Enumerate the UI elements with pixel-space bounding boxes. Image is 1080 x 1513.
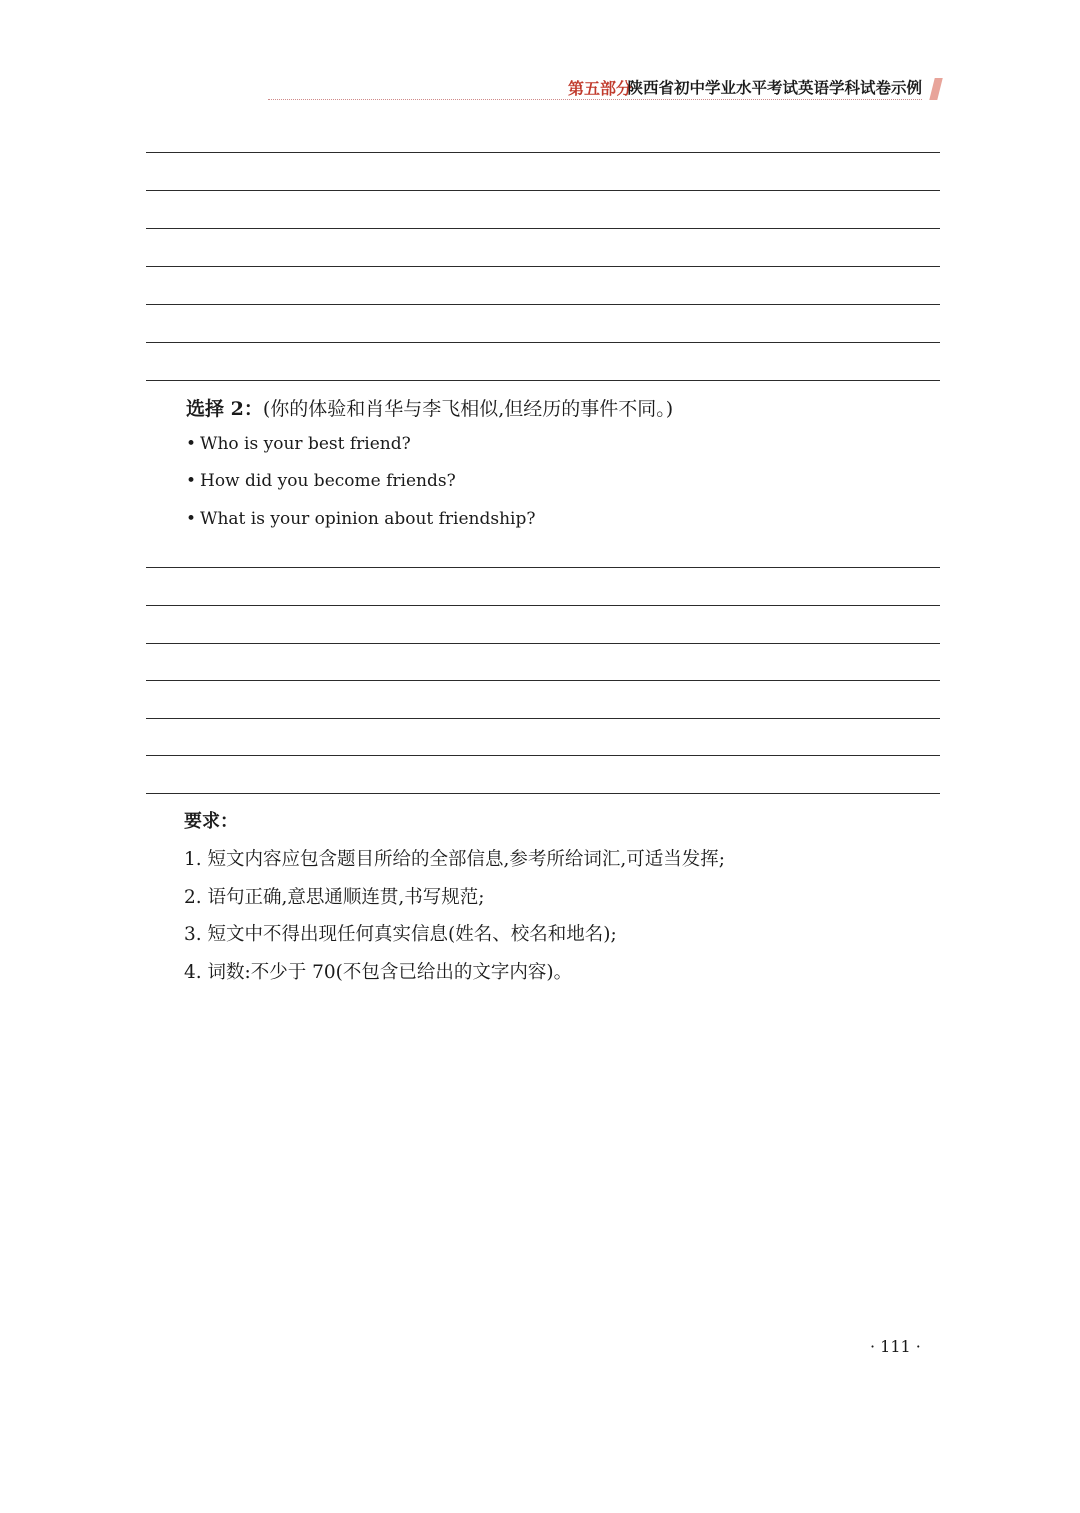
writing-line (146, 567, 940, 568)
requirement-item: 4. 词数:不少于 70(不包含已给出的文字内容)。 (184, 962, 573, 983)
header-rule (268, 99, 922, 100)
writing-line (146, 755, 940, 756)
writing-line (146, 643, 940, 644)
requirement-item: 1. 短文内容应包含题目所给的全部信息,参考所给词汇,可适当发挥; (184, 849, 726, 870)
writing-line (146, 380, 940, 381)
writing-line (146, 605, 940, 606)
writing-line (146, 793, 940, 794)
page-header (268, 72, 940, 102)
question-item (186, 434, 411, 454)
requirement-item: 3. 短文中不得出现任何真实信息(姓名、校名和地名); (184, 924, 617, 945)
writing-line (146, 680, 940, 681)
choice-2-label: 选择 2： (186, 398, 263, 420)
bullet-icon: • (186, 509, 197, 529)
writing-line (146, 152, 940, 153)
requirements-title: 要求： (184, 811, 238, 832)
header-tab-mark (929, 78, 942, 100)
requirement-item: 2. 语句正确,意思通顺连贯,书写规范; (184, 887, 485, 908)
bullet-icon: • (186, 471, 197, 491)
writing-line (146, 304, 940, 305)
question-text: What is your opinion about friendship? (200, 509, 536, 529)
question-text: How did you become friends? (200, 471, 456, 491)
bullet-icon: • (186, 434, 197, 454)
writing-line (146, 266, 940, 267)
question-item (186, 509, 536, 529)
question-text: Who is your best friend? (200, 434, 411, 454)
page-number: · 111 · (870, 1337, 921, 1356)
header-title: 陕西省初中学业水平考试英语学科试卷示例 (627, 78, 922, 97)
choice-2-note: (你的体验和肖华与李飞相似,但经历的事件不同。) (262, 398, 674, 420)
writing-line (146, 190, 940, 191)
writing-line (146, 228, 940, 229)
choice-2-heading (186, 394, 673, 421)
writing-line (146, 718, 940, 719)
question-item (186, 471, 456, 491)
writing-line (146, 342, 940, 343)
header-section: 第五部分 (567, 79, 632, 98)
